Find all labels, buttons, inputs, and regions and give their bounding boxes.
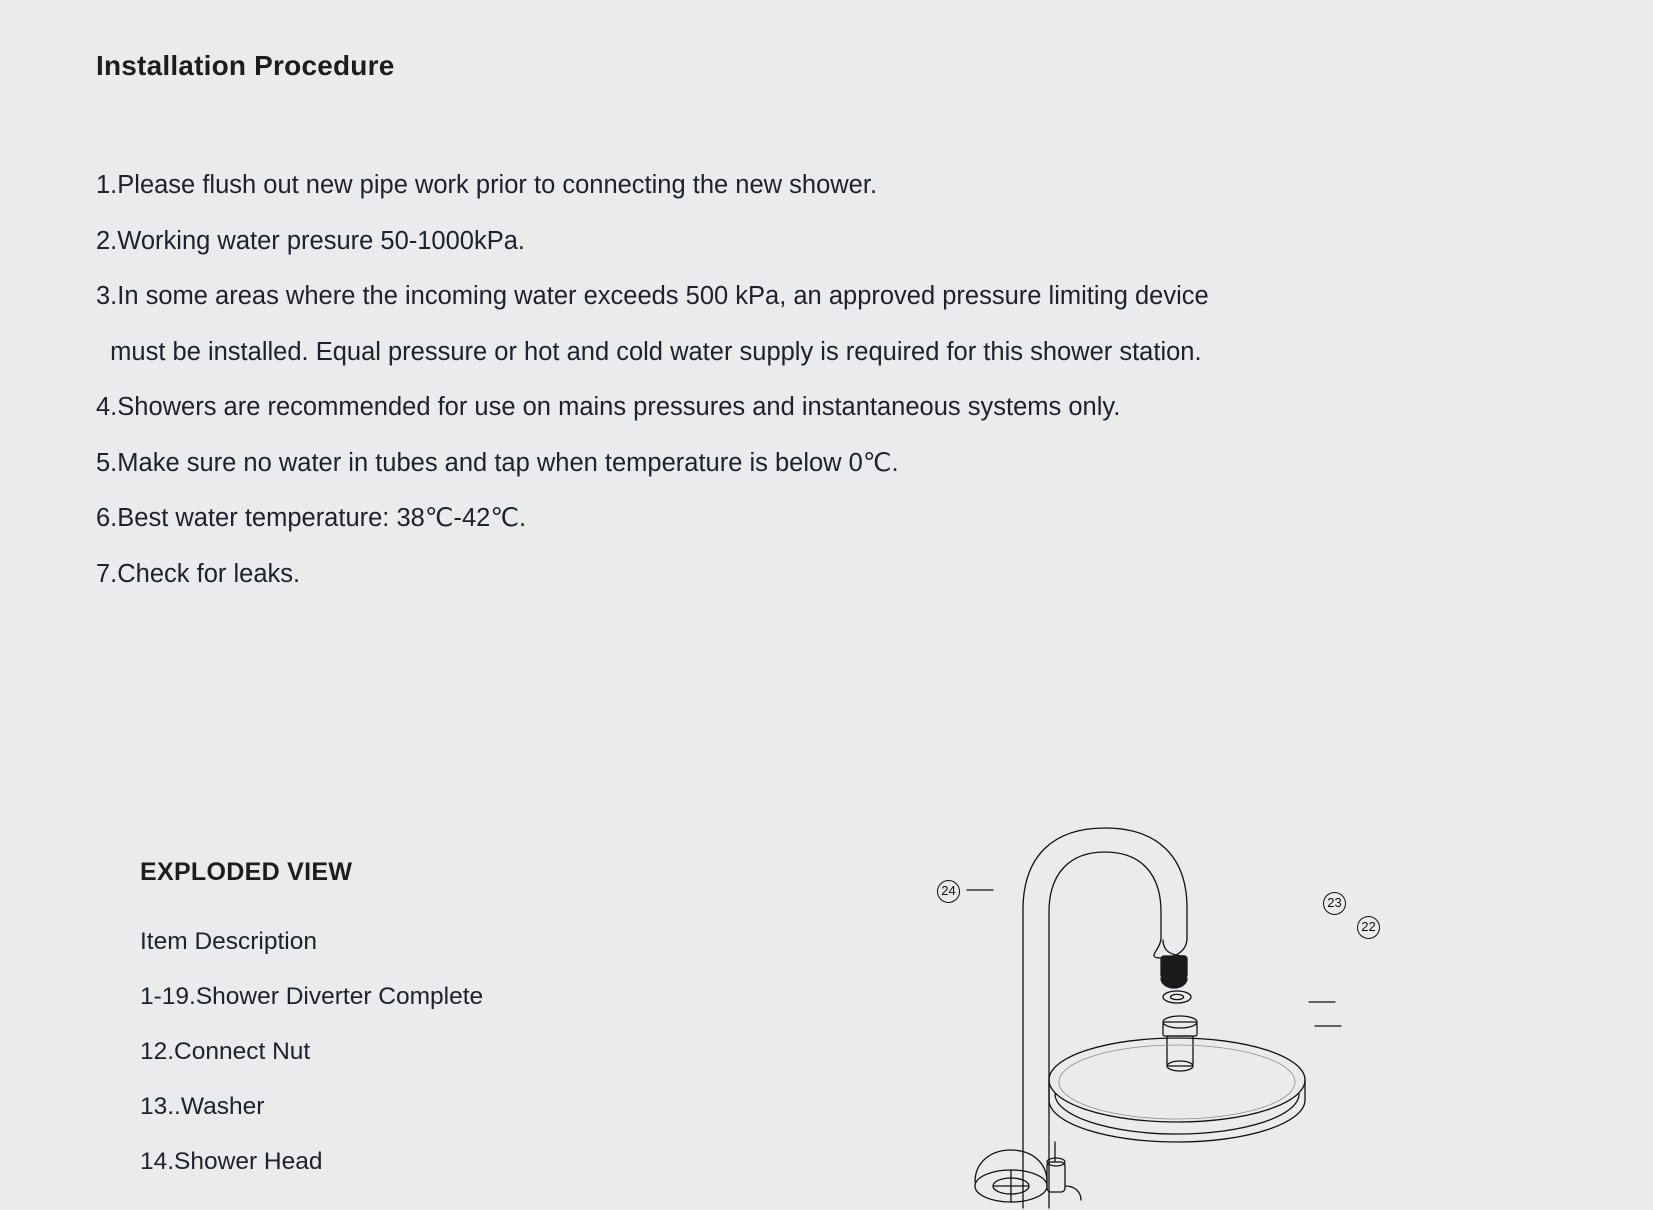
list-item: 14.Shower Head (140, 1148, 323, 1175)
exploded-view-columns-header: Item Description (140, 928, 318, 955)
exploded-view-diagram (905, 790, 1465, 1210)
procedure-line: 2.Working water presure 50-1000kPa. (96, 226, 526, 255)
callout-24 (937, 880, 960, 903)
callout-bubble-label: 23 (1323, 892, 1346, 915)
callout-23 (1323, 892, 1346, 915)
procedure-line: 6.Best water temperature: 38℃-42℃. (96, 504, 527, 532)
procedure-line: 7.Check for leaks. (96, 559, 301, 588)
callout-22 (1357, 916, 1380, 939)
list-item: 1-19.Shower Diverter Complete (140, 983, 484, 1010)
callout-bubble-label: 22 (1357, 916, 1380, 939)
callout-bubble-label: 24 (937, 880, 960, 903)
shower-assembly-drawing (905, 790, 1465, 1210)
list-item: 12.Connect Nut (140, 1038, 311, 1065)
installation-procedure-text (96, 158, 1436, 602)
exploded-view-heading: EXPLODED VIEW (140, 858, 353, 886)
procedure-line: 3.In some areas where the incoming water exceeds 500 kPa, an approved pressure limiting device (96, 282, 1209, 310)
procedure-line: 5.Make sure no water in tubes and tap when temperature is below 0℃. (96, 448, 899, 477)
procedure-line: 4.Showers are recommended for use on mains pressures and instantaneous systems only. (96, 393, 1121, 421)
exploded-view-item-list (140, 914, 840, 1189)
procedure-line: must be installed. Equal pressure or hot and cold water supply is required for this shower station. (96, 337, 1202, 366)
list-item: 13..Washer (140, 1093, 265, 1120)
page-title: Installation Procedure (96, 50, 395, 81)
procedure-line: 1.Please flush out new pipe work prior to connecting the new shower. (96, 171, 878, 199)
